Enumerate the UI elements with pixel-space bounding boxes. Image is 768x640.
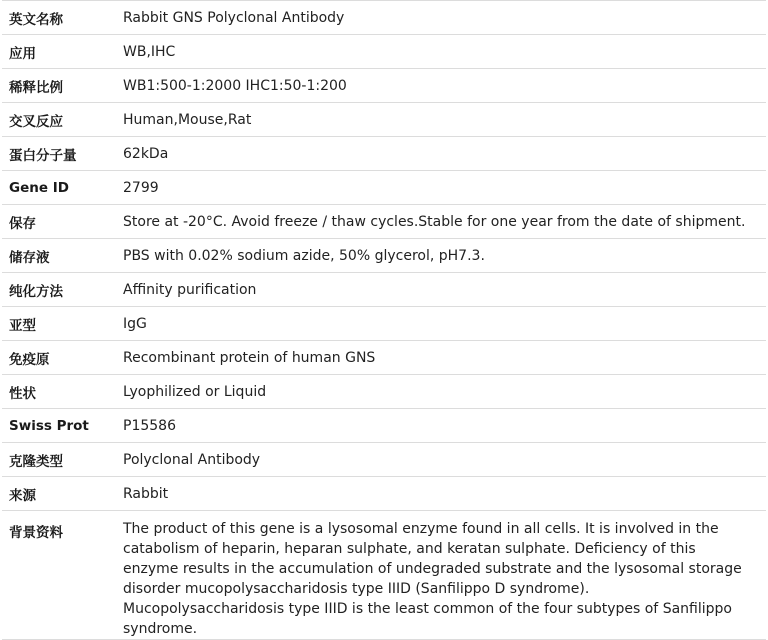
spec-row-form bbox=[2, 375, 766, 409]
spec-label: 克隆类型 bbox=[2, 443, 112, 477]
spec-row-molecular-weight bbox=[2, 137, 766, 171]
spec-row-english-name bbox=[2, 1, 766, 35]
spec-label: 储存液 bbox=[2, 239, 112, 273]
spec-label: 稀释比例 bbox=[2, 69, 112, 103]
spec-label: 蛋白分子量 bbox=[2, 137, 112, 171]
spec-value: WB1:500-1:2000 IHC1:50-1:200 bbox=[112, 69, 766, 103]
spec-value: Rabbit GNS Polyclonal Antibody bbox=[112, 1, 766, 35]
spec-row-background bbox=[2, 511, 766, 640]
spec-label: 免疫原 bbox=[2, 341, 112, 375]
spec-row-immunogen bbox=[2, 341, 766, 375]
spec-value: Affinity purification bbox=[112, 273, 766, 307]
spec-value: Store at -20°C. Avoid freeze / thaw cycles.Stable for one year from the date of shipment. bbox=[112, 205, 766, 239]
spec-value: Recombinant protein of human GNS bbox=[112, 341, 766, 375]
spec-label: 亚型 bbox=[2, 307, 112, 341]
spec-row-dilution bbox=[2, 69, 766, 103]
spec-label: Swiss Prot bbox=[2, 409, 112, 443]
spec-row-gene-id bbox=[2, 171, 766, 205]
spec-value: Rabbit bbox=[112, 477, 766, 511]
spec-value: Lyophilized or Liquid bbox=[112, 375, 766, 409]
spec-row-swiss-prot bbox=[2, 409, 766, 443]
product-spec-table bbox=[2, 0, 766, 640]
spec-label: 纯化方法 bbox=[2, 273, 112, 307]
spec-label: 背景资料 bbox=[2, 511, 112, 640]
spec-value: 62kDa bbox=[112, 137, 766, 171]
spec-label: 英文名称 bbox=[2, 1, 112, 35]
spec-value: 2799 bbox=[112, 171, 766, 205]
spec-value: PBS with 0.02% sodium azide, 50% glycerol, pH7.3. bbox=[112, 239, 766, 273]
spec-value: WB,IHC bbox=[112, 35, 766, 69]
spec-row-reactivity bbox=[2, 103, 766, 137]
spec-label: 来源 bbox=[2, 477, 112, 511]
spec-row-purification bbox=[2, 273, 766, 307]
spec-value: P15586 bbox=[112, 409, 766, 443]
spec-value: Human,Mouse,Rat bbox=[112, 103, 766, 137]
spec-row-storage-buffer bbox=[2, 239, 766, 273]
spec-value: The product of this gene is a lysosomal enzyme found in all cells. It is involved in the catabolism of heparin, heparan sulphate, and keratan sulphate. Deficiency of this enzyme results in the accumulation of undegraded substrate and the lysosomal storage disorder mucopolysaccharidosis type IIID (Sanfilippo D syndrome). Mucopolysaccharidosis type IIID is the least common of the four subtypes of Sanfilippo syndrome. bbox=[112, 511, 766, 640]
spec-label: 性状 bbox=[2, 375, 112, 409]
spec-row-storage bbox=[2, 205, 766, 239]
spec-label: 应用 bbox=[2, 35, 112, 69]
spec-label: 保存 bbox=[2, 205, 112, 239]
spec-value: Polyclonal Antibody bbox=[112, 443, 766, 477]
spec-label: 交叉反应 bbox=[2, 103, 112, 137]
spec-row-host bbox=[2, 477, 766, 511]
spec-row-clonality bbox=[2, 443, 766, 477]
spec-row-application bbox=[2, 35, 766, 69]
spec-label: Gene ID bbox=[2, 171, 112, 205]
spec-row-isotype bbox=[2, 307, 766, 341]
spec-value: IgG bbox=[112, 307, 766, 341]
